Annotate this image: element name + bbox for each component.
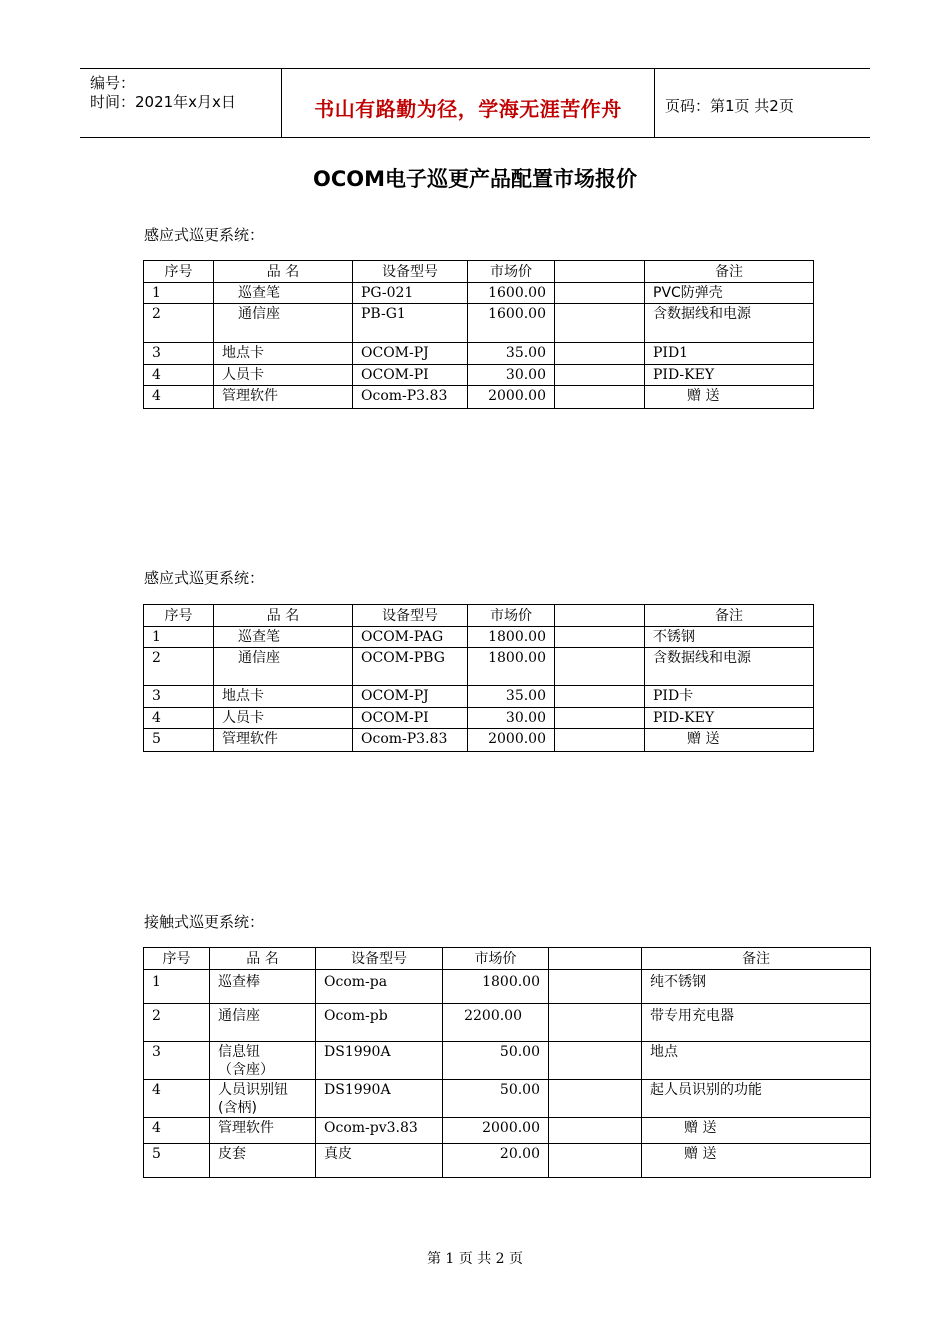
cell-name: 管理软件 — [214, 729, 353, 752]
cell-blank — [555, 648, 645, 686]
cell-note: 赠 送 — [642, 1118, 871, 1144]
cell-name: 巡查笔 — [214, 627, 353, 648]
table-row — [144, 648, 814, 686]
col-seq: 序号 — [144, 261, 214, 283]
cell-price: 1800.00 — [443, 970, 549, 1004]
header-right-cell — [655, 69, 870, 137]
cell-model: PB-G1 — [353, 304, 468, 343]
cell-name: 人员卡 — [214, 708, 353, 729]
cell-note: 赠 送 — [645, 729, 814, 752]
cell-name: 通信座 — [214, 648, 353, 686]
cell-seq: 4 — [144, 1080, 210, 1118]
cell-blank — [555, 708, 645, 729]
table-row — [144, 1080, 871, 1118]
cell-seq: 1 — [144, 627, 214, 648]
name-line-1: 人员识别钮 — [218, 1082, 288, 1098]
cell-model: Ocom-pv3.83 — [316, 1118, 443, 1144]
section-1-heading: 感应式巡更系统： — [144, 226, 265, 244]
table-row — [144, 1004, 871, 1042]
cell-model: Ocom-P3.83 — [353, 729, 468, 752]
table-row — [144, 386, 814, 409]
cell-blank — [549, 1118, 642, 1144]
col-model: 设备型号 — [353, 261, 468, 283]
cell-price: 30.00 — [468, 365, 555, 386]
cell-price: 50.00 — [443, 1042, 549, 1080]
cell-note: 地点 — [642, 1042, 871, 1080]
cell-name: 通信座 — [214, 304, 353, 343]
cell-price: 2200.00 — [443, 1004, 549, 1042]
table-row — [144, 343, 814, 365]
cell-model: OCOM-PJ — [353, 686, 468, 708]
cell-model: Ocom-pb — [316, 1004, 443, 1042]
header-left-cell — [80, 69, 280, 137]
col-seq: 序号 — [144, 605, 214, 627]
page-info: 页码：第1页 共2页 — [665, 97, 794, 115]
cell-price: 2000.00 — [468, 386, 555, 409]
table-row — [144, 627, 814, 648]
cell-name: 管理软件 — [210, 1118, 316, 1144]
cell-note: 含数据线和电源 — [645, 648, 814, 686]
cell-model: OCOM-PAG — [353, 627, 468, 648]
header-motto-cell — [281, 69, 655, 137]
section-2-heading: 感应式巡更系统： — [144, 569, 265, 587]
cell-blank — [555, 304, 645, 343]
cell-note: 赠 送 — [645, 386, 814, 409]
col-note: 备注 — [645, 261, 814, 283]
cell-name: 人员卡 — [214, 365, 353, 386]
table-header-row — [144, 261, 814, 283]
cell-price: 35.00 — [468, 686, 555, 708]
cell-seq: 2 — [144, 304, 214, 343]
table-row — [144, 708, 814, 729]
cell-name — [210, 1080, 316, 1118]
cell-seq: 5 — [144, 1144, 210, 1178]
cell-model: OCOM-PI — [353, 708, 468, 729]
col-price: 市场价 — [468, 605, 555, 627]
price-table-3 — [143, 947, 871, 1178]
cell-note: 赠 送 — [642, 1144, 871, 1178]
name-line-2: （含座） — [218, 1062, 274, 1078]
cell-model: OCOM-PI — [353, 365, 468, 386]
table-row — [144, 729, 814, 752]
cell-model: OCOM-PJ — [353, 343, 468, 365]
cell-name — [210, 1042, 316, 1080]
table-row — [144, 304, 814, 343]
table-row — [144, 1144, 871, 1178]
cell-note: 带专用充电器 — [642, 1004, 871, 1042]
motto-text: 书山有路勤为径，学海无涯苦作舟 — [314, 97, 622, 121]
cell-name: 地点卡 — [214, 343, 353, 365]
cell-note: 不锈钢 — [645, 627, 814, 648]
cell-price: 30.00 — [468, 708, 555, 729]
cell-note: PID-KEY — [645, 708, 814, 729]
cell-name: 通信座 — [210, 1004, 316, 1042]
cell-price: 2000.00 — [468, 729, 555, 752]
cell-seq: 2 — [144, 648, 214, 686]
cell-blank — [549, 1080, 642, 1118]
cell-seq: 4 — [144, 365, 214, 386]
cell-name: 皮套 — [210, 1144, 316, 1178]
cell-blank — [555, 686, 645, 708]
cell-note: 起人员识别的功能 — [642, 1080, 871, 1118]
name-line-1: 信息钮 — [218, 1044, 260, 1060]
cell-seq: 2 — [144, 1004, 210, 1042]
cell-model: 真皮 — [316, 1144, 443, 1178]
cell-name: 地点卡 — [214, 686, 353, 708]
cell-model: Ocom-P3.83 — [353, 386, 468, 409]
table-row — [144, 970, 871, 1004]
cell-price: 35.00 — [468, 343, 555, 365]
cell-seq: 5 — [144, 729, 214, 752]
cell-seq: 1 — [144, 970, 210, 1004]
time-label: 时间：2021年x月x日 — [90, 93, 236, 111]
col-name: 品 名 — [210, 948, 316, 970]
col-note: 备注 — [642, 948, 871, 970]
cell-seq: 4 — [144, 1118, 210, 1144]
document-title: OCOM电子巡更产品配置市场报价 — [312, 167, 637, 191]
col-name: 品 名 — [214, 261, 353, 283]
cell-price: 1600.00 — [468, 304, 555, 343]
col-model: 设备型号 — [353, 605, 468, 627]
cell-model: DS1990A — [316, 1080, 443, 1118]
cell-blank — [555, 343, 645, 365]
cell-seq: 1 — [144, 283, 214, 304]
cell-seq: 4 — [144, 708, 214, 729]
cell-blank — [549, 970, 642, 1004]
cell-model: PG-021 — [353, 283, 468, 304]
cell-seq: 3 — [144, 343, 214, 365]
cell-blank — [549, 1042, 642, 1080]
col-blank — [549, 948, 642, 970]
col-price: 市场价 — [468, 261, 555, 283]
cell-seq: 3 — [144, 686, 214, 708]
cell-model: OCOM-PBG — [353, 648, 468, 686]
page-header — [80, 68, 870, 138]
table-row — [144, 283, 814, 304]
col-note: 备注 — [645, 605, 814, 627]
cell-seq: 3 — [144, 1042, 210, 1080]
cell-note: 含数据线和电源 — [645, 304, 814, 343]
section-3-heading: 接触式巡更系统： — [144, 913, 265, 931]
table-header-row — [144, 605, 814, 627]
cell-price: 2000.00 — [443, 1118, 549, 1144]
cell-model: DS1990A — [316, 1042, 443, 1080]
cell-name: 巡查棒 — [210, 970, 316, 1004]
cell-blank — [555, 729, 645, 752]
cell-blank — [555, 627, 645, 648]
price-table-2 — [143, 604, 814, 752]
cell-seq: 4 — [144, 386, 214, 409]
cell-price: 1600.00 — [468, 283, 555, 304]
cell-note: PID1 — [645, 343, 814, 365]
table-header-row — [144, 948, 871, 970]
col-model: 设备型号 — [316, 948, 443, 970]
table-row — [144, 365, 814, 386]
cell-model: Ocom-pa — [316, 970, 443, 1004]
cell-note: PVC防弹壳 — [645, 283, 814, 304]
cell-price: 1800.00 — [468, 627, 555, 648]
table-row — [144, 1042, 871, 1080]
cell-blank — [555, 283, 645, 304]
cell-price: 50.00 — [443, 1080, 549, 1118]
cell-note: 纯不锈钢 — [642, 970, 871, 1004]
col-name: 品 名 — [214, 605, 353, 627]
cell-blank — [555, 365, 645, 386]
table-row — [144, 1118, 871, 1144]
cell-note: PID卡 — [645, 686, 814, 708]
cell-name: 管理软件 — [214, 386, 353, 409]
number-label: 编号： — [90, 74, 136, 92]
cell-blank — [549, 1144, 642, 1178]
cell-blank — [549, 1004, 642, 1042]
col-seq: 序号 — [144, 948, 210, 970]
cell-name: 巡查笔 — [214, 283, 353, 304]
table-row — [144, 686, 814, 708]
col-blank — [555, 261, 645, 283]
name-line-2: (含柄) — [218, 1100, 257, 1116]
col-blank — [555, 605, 645, 627]
page-footer: 第 1 页 共 2 页 — [426, 1251, 524, 1267]
cell-price: 1800.00 — [468, 648, 555, 686]
col-price: 市场价 — [443, 948, 549, 970]
cell-blank — [555, 386, 645, 409]
price-table-1 — [143, 260, 814, 409]
cell-note: PID-KEY — [645, 365, 814, 386]
cell-price: 20.00 — [443, 1144, 549, 1178]
